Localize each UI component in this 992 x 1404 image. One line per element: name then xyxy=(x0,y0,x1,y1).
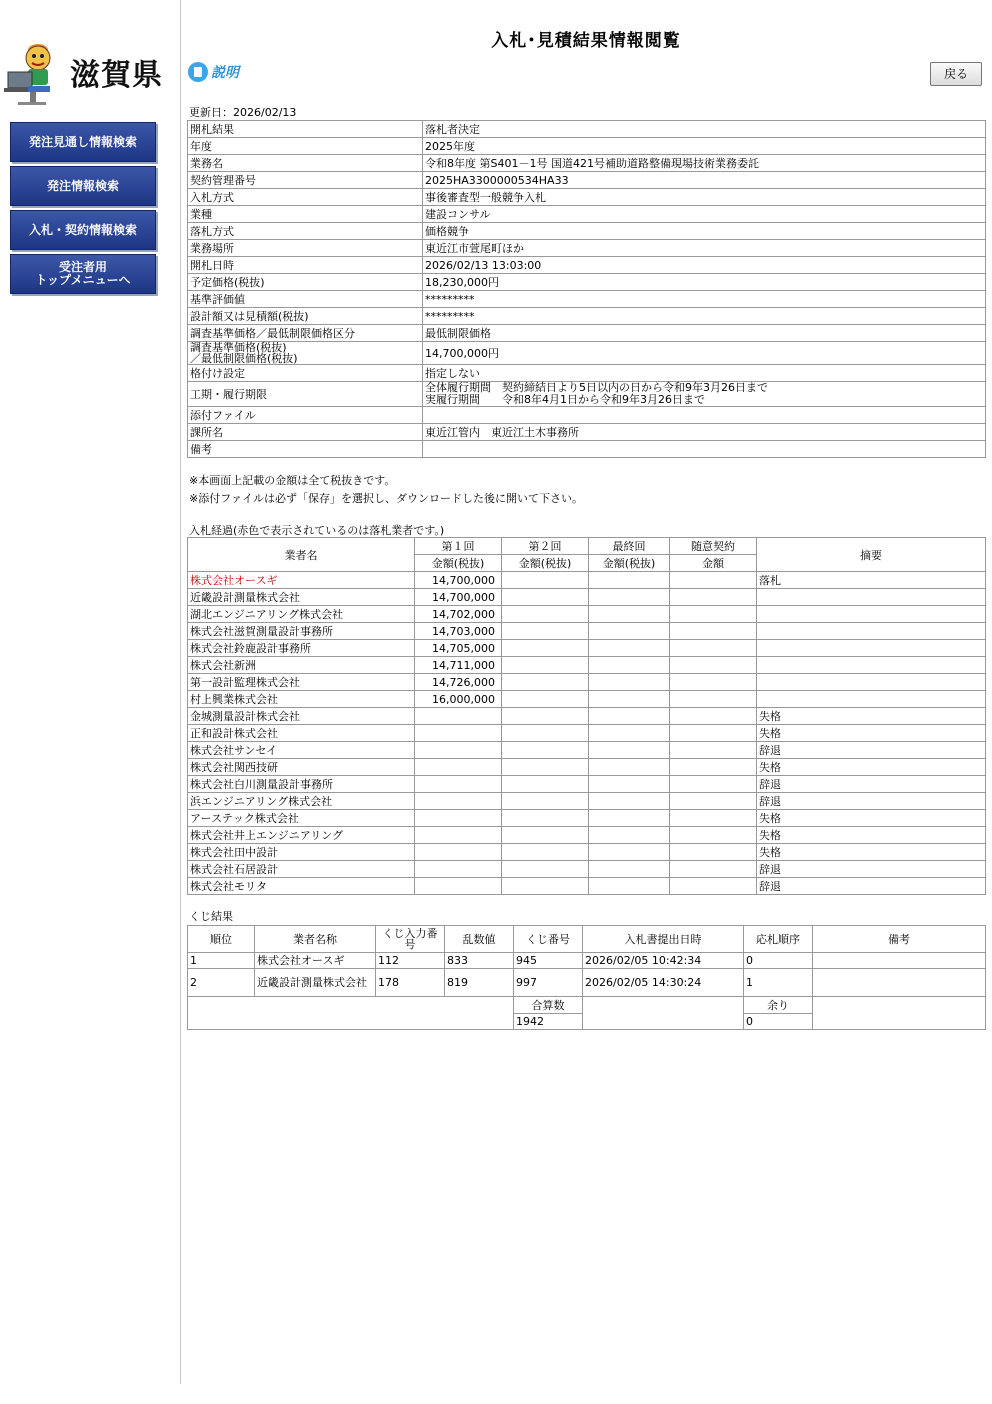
bid-summary: 落札 xyxy=(757,572,986,589)
document-icon xyxy=(188,62,208,82)
bid-round1-amount xyxy=(415,861,502,878)
nav-bid-contract-search[interactable]: 入札・契約情報検索 xyxy=(10,210,156,250)
bid-row xyxy=(188,793,986,810)
lottery-rem-label: 余り xyxy=(744,997,813,1014)
lottery-blank xyxy=(813,997,986,1030)
updated-date: 更新日：2026/02/13 xyxy=(189,106,297,119)
result-info-table xyxy=(187,120,986,458)
bid-summary: 失格 xyxy=(757,759,986,776)
info-row xyxy=(188,240,986,257)
bid-round1-amount xyxy=(415,810,502,827)
bid-company: 浜エンジニアリング株式会社 xyxy=(188,793,415,810)
bid-final-amount xyxy=(589,759,670,776)
bid-company: 株式会社新洲 xyxy=(188,657,415,674)
info-row xyxy=(188,223,986,240)
info-label: 工期・履行期限 xyxy=(188,382,423,407)
info-label: 業務場所 xyxy=(188,240,423,257)
bid-final-amount xyxy=(589,844,670,861)
info-row xyxy=(188,424,986,441)
lottery-sum-label: 合算数 xyxy=(514,997,583,1014)
info-row xyxy=(188,257,986,274)
bid-final-amount xyxy=(589,674,670,691)
info-row xyxy=(188,325,986,342)
bid-final-amount xyxy=(589,827,670,844)
bid-row xyxy=(188,861,986,878)
bid-round2-amount xyxy=(502,657,589,674)
bid-round2-amount xyxy=(502,623,589,640)
bid-summary: 失格 xyxy=(757,810,986,827)
info-value xyxy=(423,441,986,458)
lottery-cell xyxy=(813,953,986,969)
bid-company: 第一設計監理株式会社 xyxy=(188,674,415,691)
bid-negotiated-amount xyxy=(670,878,757,895)
bid-summary: 辞退 xyxy=(757,861,986,878)
lottery-result-table xyxy=(187,925,986,1030)
info-value: 建設コンサル xyxy=(423,206,986,223)
info-row xyxy=(188,441,986,458)
bid-negotiated-amount xyxy=(670,827,757,844)
lottery-row xyxy=(188,953,986,969)
bid-negotiated-amount xyxy=(670,657,757,674)
bid-round2-amount xyxy=(502,606,589,623)
info-label: 予定価格(税抜) xyxy=(188,274,423,291)
col-negotiated-amount: 金額 xyxy=(670,555,757,572)
info-label: 添付ファイル xyxy=(188,407,423,424)
info-value: 事後審査型一般競争入札 xyxy=(423,189,986,206)
bid-company: 株式会社田中設計 xyxy=(188,844,415,861)
bid-summary xyxy=(757,657,986,674)
help-link[interactable] xyxy=(188,62,239,82)
info-value: 令和8年度 第S401－1号 国道421号補助道路整備現場技術業務委託 xyxy=(423,155,986,172)
bid-round1-amount: 14,700,000 xyxy=(415,572,502,589)
lottery-col-header: 備考 xyxy=(813,926,986,953)
nav-contractor-top-menu[interactable]: 受注者用 トップメニューへ xyxy=(10,254,156,294)
lottery-cell: 178 xyxy=(376,969,445,997)
bid-summary: 辞退 xyxy=(757,742,986,759)
note-attachment: ※添付ファイルは必ず「保存」を選択し、ダウンロードした後に開いて下さい。 xyxy=(189,492,583,505)
lottery-cell: 833 xyxy=(445,953,514,969)
bid-summary: 辞退 xyxy=(757,776,986,793)
info-label: 調査基準価格(税抜) ／最低制限価格(税抜) xyxy=(188,342,423,365)
bid-row xyxy=(188,878,986,895)
bid-row xyxy=(188,742,986,759)
info-value: 価格競争 xyxy=(423,223,986,240)
bid-summary: 辞退 xyxy=(757,878,986,895)
col-round1: 第１回 xyxy=(415,538,502,555)
info-row xyxy=(188,407,986,424)
bid-round2-amount xyxy=(502,589,589,606)
bid-final-amount xyxy=(589,742,670,759)
bid-round2-amount xyxy=(502,742,589,759)
bid-negotiated-amount xyxy=(670,674,757,691)
info-row xyxy=(188,189,986,206)
bid-round2-amount xyxy=(502,776,589,793)
bid-company: 株式会社石居設計 xyxy=(188,861,415,878)
info-value: 東近江管内 東近江土木事務所 xyxy=(423,424,986,441)
bid-round2-amount xyxy=(502,674,589,691)
bid-final-amount xyxy=(589,810,670,827)
bid-round1-amount xyxy=(415,742,502,759)
info-label: 契約管理番号 xyxy=(188,172,423,189)
info-value: 2026/02/13 13:03:00 xyxy=(423,257,986,274)
bid-negotiated-amount xyxy=(670,572,757,589)
lottery-col-header: 応札順序 xyxy=(744,926,813,953)
bid-negotiated-amount xyxy=(670,725,757,742)
info-value xyxy=(423,407,986,424)
bid-round2-amount xyxy=(502,793,589,810)
bid-row xyxy=(188,827,986,844)
bid-row xyxy=(188,572,986,589)
bid-summary: 失格 xyxy=(757,844,986,861)
col-summary: 摘要 xyxy=(757,538,986,572)
lottery-cell: 112 xyxy=(376,953,445,969)
bid-row xyxy=(188,606,986,623)
bid-round1-amount: 14,726,000 xyxy=(415,674,502,691)
bid-round1-amount: 16,000,000 xyxy=(415,691,502,708)
sidebar xyxy=(0,0,181,1384)
bid-negotiated-amount xyxy=(670,793,757,810)
bid-summary: 失格 xyxy=(757,708,986,725)
bid-summary xyxy=(757,674,986,691)
lottery-cell: 2026/02/05 10:42:34 xyxy=(583,953,744,969)
bid-round1-amount: 14,702,000 xyxy=(415,606,502,623)
bid-round1-amount xyxy=(415,725,502,742)
bid-history-table xyxy=(187,537,986,895)
bid-company: 村上興業株式会社 xyxy=(188,691,415,708)
info-label: 開札結果 xyxy=(188,121,423,138)
lottery-cell: 1 xyxy=(744,969,813,997)
bid-row xyxy=(188,708,986,725)
bid-round2-amount xyxy=(502,691,589,708)
bid-final-amount xyxy=(589,708,670,725)
info-row xyxy=(188,291,986,308)
bid-company: 株式会社オースギ xyxy=(188,572,415,589)
bid-company: 株式会社関西技研 xyxy=(188,759,415,776)
bid-round1-amount xyxy=(415,827,502,844)
info-label: 設計額又は見積額(税抜) xyxy=(188,308,423,325)
bid-round2-amount xyxy=(502,708,589,725)
bid-final-amount xyxy=(589,793,670,810)
bid-row xyxy=(188,640,986,657)
col-final-amount: 金額(税抜) xyxy=(589,555,670,572)
lottery-col-header: くじ番号 xyxy=(514,926,583,953)
lottery-blank xyxy=(583,997,744,1030)
bid-company: 株式会社白川測量設計事務所 xyxy=(188,776,415,793)
bid-round1-amount xyxy=(415,793,502,810)
lottery-col-header: くじ入力番号 xyxy=(376,926,445,953)
bid-company: 株式会社サンセイ xyxy=(188,742,415,759)
col-company: 業者名 xyxy=(188,538,415,572)
bid-company: 株式会社井上エンジニアリング xyxy=(188,827,415,844)
bid-final-amount xyxy=(589,878,670,895)
info-label: 調査基準価格／最低制限価格区分 xyxy=(188,325,423,342)
bid-round1-amount: 14,711,000 xyxy=(415,657,502,674)
bid-summary: 失格 xyxy=(757,725,986,742)
bid-round2-amount xyxy=(502,861,589,878)
bid-row xyxy=(188,725,986,742)
lottery-cell: 819 xyxy=(445,969,514,997)
info-value: 2025年度 xyxy=(423,138,986,155)
lottery-caption: くじ結果 xyxy=(189,910,233,923)
bid-round2-amount xyxy=(502,572,589,589)
info-label: 開札日時 xyxy=(188,257,423,274)
info-value: 東近江市萱尾町ほか xyxy=(423,240,986,257)
bid-summary xyxy=(757,623,986,640)
lottery-cell: 株式会社オースギ xyxy=(255,953,376,969)
bid-negotiated-amount xyxy=(670,861,757,878)
info-value: 最低制限価格 xyxy=(423,325,986,342)
info-label: 年度 xyxy=(188,138,423,155)
bid-negotiated-amount xyxy=(670,640,757,657)
info-value: 2025HA3300000534HA33 xyxy=(423,172,986,189)
bid-summary xyxy=(757,606,986,623)
bid-negotiated-amount xyxy=(670,776,757,793)
bid-negotiated-amount xyxy=(670,623,757,640)
lottery-cell xyxy=(813,969,986,997)
info-value: 全体履行期間 契約締結日より5日以内の日から令和9年3月26日まで 実履行期間 令和8年4月1日から令和9年3月26日まで xyxy=(423,382,986,407)
col-negotiated: 随意契約 xyxy=(670,538,757,555)
bid-summary xyxy=(757,589,986,606)
col-final: 最終回 xyxy=(589,538,670,555)
bid-row xyxy=(188,776,986,793)
bid-summary xyxy=(757,640,986,657)
bid-final-amount xyxy=(589,589,670,606)
bid-negotiated-amount xyxy=(670,810,757,827)
bid-round2-amount xyxy=(502,640,589,657)
bid-round1-amount xyxy=(415,878,502,895)
info-label: 業務名 xyxy=(188,155,423,172)
bid-round1-amount xyxy=(415,708,502,725)
bid-round2-amount xyxy=(502,759,589,776)
info-row xyxy=(188,365,986,382)
lottery-sum-value: 1942 xyxy=(514,1014,583,1030)
bid-negotiated-amount xyxy=(670,844,757,861)
bid-final-amount xyxy=(589,691,670,708)
bid-final-amount xyxy=(589,640,670,657)
bid-round2-amount xyxy=(502,827,589,844)
info-value: ********* xyxy=(423,291,986,308)
bid-round1-amount: 14,700,000 xyxy=(415,589,502,606)
bid-company: 湖北エンジニアリング株式会社 xyxy=(188,606,415,623)
nav-order-outlook-search[interactable]: 発注見通し情報検索 xyxy=(10,122,156,162)
info-row xyxy=(188,382,986,407)
logo-text: 滋賀県 xyxy=(70,58,163,93)
bid-final-amount xyxy=(589,725,670,742)
bid-negotiated-amount xyxy=(670,759,757,776)
lottery-cell: 997 xyxy=(514,969,583,997)
bid-row xyxy=(188,759,986,776)
bid-final-amount xyxy=(589,861,670,878)
bid-company: 金城測量設計株式会社 xyxy=(188,708,415,725)
info-label: 入札方式 xyxy=(188,189,423,206)
info-row xyxy=(188,342,986,365)
lottery-col-header: 乱数値 xyxy=(445,926,514,953)
lottery-cell: 2026/02/05 14:30:24 xyxy=(583,969,744,997)
note-tax: ※本画面上記載の金額は全て税抜きです。 xyxy=(189,474,396,487)
bid-negotiated-amount xyxy=(670,691,757,708)
bid-row xyxy=(188,691,986,708)
shiga-logo[interactable] xyxy=(4,36,164,108)
bid-row xyxy=(188,674,986,691)
info-row xyxy=(188,121,986,138)
bid-company: 株式会社モリタ xyxy=(188,878,415,895)
bid-summary xyxy=(757,691,986,708)
col-round1-amount: 金額(税抜) xyxy=(415,555,502,572)
bid-final-amount xyxy=(589,776,670,793)
lottery-blank xyxy=(188,997,514,1030)
bid-round2-amount xyxy=(502,725,589,742)
bid-company: 株式会社滋賀測量設計事務所 xyxy=(188,623,415,640)
bid-round1-amount xyxy=(415,844,502,861)
help-label: 説明 xyxy=(211,65,239,81)
lottery-cell: 近畿設計測量株式会社 xyxy=(255,969,376,997)
bid-negotiated-amount xyxy=(670,589,757,606)
info-row xyxy=(188,138,986,155)
info-label: 業種 xyxy=(188,206,423,223)
bid-negotiated-amount xyxy=(670,606,757,623)
back-button[interactable]: 戻る xyxy=(930,62,982,86)
info-row xyxy=(188,172,986,189)
bid-row xyxy=(188,657,986,674)
bid-final-amount xyxy=(589,572,670,589)
mascot-icon xyxy=(4,36,66,108)
bid-summary: 失格 xyxy=(757,827,986,844)
info-row xyxy=(188,155,986,172)
bid-row xyxy=(188,623,986,640)
bid-negotiated-amount xyxy=(670,708,757,725)
lottery-cell: 945 xyxy=(514,953,583,969)
col-round2: 第２回 xyxy=(502,538,589,555)
lottery-cell: 0 xyxy=(744,953,813,969)
info-value: 指定しない xyxy=(423,365,986,382)
info-value: ********* xyxy=(423,308,986,325)
bid-company: アーステック株式会社 xyxy=(188,810,415,827)
bid-round2-amount xyxy=(502,810,589,827)
col-round2-amount: 金額(税抜) xyxy=(502,555,589,572)
nav-order-info-search[interactable]: 発注情報検索 xyxy=(10,166,156,206)
lottery-rem-value: 0 xyxy=(744,1014,813,1030)
bid-row xyxy=(188,844,986,861)
lottery-cell: 2 xyxy=(188,969,255,997)
bid-company: 近畿設計測量株式会社 xyxy=(188,589,415,606)
bid-round2-amount xyxy=(502,844,589,861)
bid-row xyxy=(188,810,986,827)
bid-round1-amount: 14,705,000 xyxy=(415,640,502,657)
bid-round1-amount: 14,703,000 xyxy=(415,623,502,640)
info-label: 落札方式 xyxy=(188,223,423,240)
info-row xyxy=(188,308,986,325)
lottery-sum-header-row xyxy=(188,997,986,1014)
bid-round1-amount xyxy=(415,776,502,793)
info-value: 14,700,000円 xyxy=(423,342,986,365)
bid-company: 株式会社鈴鹿設計事務所 xyxy=(188,640,415,657)
bid-final-amount xyxy=(589,657,670,674)
info-row xyxy=(188,274,986,291)
lottery-col-header: 入札書提出日時 xyxy=(583,926,744,953)
bid-row xyxy=(188,589,986,606)
info-value: 18,230,000円 xyxy=(423,274,986,291)
lottery-cell: 1 xyxy=(188,953,255,969)
page-title: 入札･見積結果情報閲覧 xyxy=(491,31,681,51)
bid-caption: 入札経過(赤色で表示されているのは落札業者です。) xyxy=(189,524,445,537)
lottery-row xyxy=(188,969,986,997)
bid-negotiated-amount xyxy=(670,742,757,759)
bid-final-amount xyxy=(589,606,670,623)
bid-round1-amount xyxy=(415,759,502,776)
lottery-col-header: 業者名称 xyxy=(255,926,376,953)
bid-company: 正和設計株式会社 xyxy=(188,725,415,742)
lottery-col-header: 順位 xyxy=(188,926,255,953)
bid-round2-amount xyxy=(502,878,589,895)
info-row xyxy=(188,206,986,223)
info-value: 落札者決定 xyxy=(423,121,986,138)
bid-summary: 辞退 xyxy=(757,793,986,810)
info-label: 基準評価値 xyxy=(188,291,423,308)
info-label: 課所名 xyxy=(188,424,423,441)
bid-final-amount xyxy=(589,623,670,640)
info-label: 格付け設定 xyxy=(188,365,423,382)
info-label: 備考 xyxy=(188,441,423,458)
